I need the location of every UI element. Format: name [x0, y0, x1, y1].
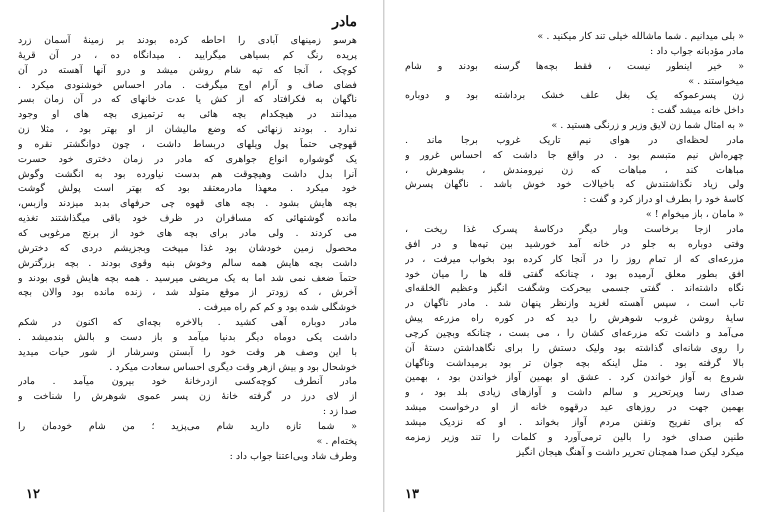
text-line: می کردند . ولی مادر برای بچه های خود از برنج مرغوبی که: [18, 227, 357, 239]
text-line: کاسهٔ خود را بطرف او دراز کرد و گفت :: [583, 194, 744, 206]
text-line: وطرف شاد وبی‌اعتنا جواب داد :: [229, 450, 357, 462]
text-line: مادر لحظه‌ای در هوای نیم تاریک غروب برجا ماند .: [405, 134, 744, 146]
text-line: با این وصف هر وقت خود را آبستن وسرشار از شور حیات میدید: [18, 346, 357, 358]
text-line: که برای تفریح وتفنن مردم آواز بخواند . او که نزدیک میشد: [405, 416, 744, 428]
text-line: مادر دوباره آهی کشید . بالاخره بچه‌ای که اکنون در شکم: [18, 317, 357, 329]
text-line: حتماً ضعف نمی شد اما به یک مریضی میرسید . همه بچه هایش قوی بودند و: [18, 272, 357, 284]
text-line: ولی زیاد نگذاشتندش که باخیالات خود خوش باشد . ناگهان پسرش: [405, 179, 744, 191]
text-line: آخرش ، که زودتر از موقع متولد شد ، زنده مانده بود والان بچه: [18, 287, 357, 299]
text-line: سایهٔ روشن غروب شوهرش را دید که در کوره راه مزرعه پیش: [405, 313, 744, 325]
text-line: مادر ازجا برخاست وبار دیگر درکاسهٔ پسرک غذا ریخت ،: [405, 223, 744, 235]
text-line: وفتی دوباره به جلو در خانه آمد خورشید بین تپه‌ها و در افق: [405, 238, 744, 250]
text-line: آنرا بدل داشت وهیچوقت هم بدست نیاورده بود به انگشت وگوش: [18, 168, 357, 180]
text-line: مادر آنطرف کوچه‌کسی ازدرخانهٔ خود بیرون میآمد . مادر: [18, 376, 357, 388]
text-line: شروع به آواز خواندن کرد . عشق او بهمین آواز خواندن بود ، بهمین: [405, 372, 744, 384]
text-line: افق بطور معلق آرمیده بود ، چنانکه گفتی قله ها را میان خود: [405, 268, 744, 280]
text-line: ناگهان به فکرافتاد که از کش یا عدت خانهای که در آن زمان بسر: [18, 94, 357, 106]
text-line: مادر مؤدبانه جواب داد :: [650, 45, 744, 57]
text-line: از لای درز در گرفته خانهٔ زن پسر عموی شوهرش را شناخت و: [18, 391, 357, 403]
text-line: « بلی میدانیم . شما ماشالله خیلی تند کار میکنید . »: [537, 31, 744, 42]
text-line: میدانند در هیچکدام بچه هائی به ترتمیزی بچه های او وجود: [18, 109, 357, 121]
text-line: نگاه داشته‌اند . گفتی جسمی بیحرکت وشگفت انگیز وعظیم الخلقه‌ای: [405, 283, 744, 295]
text-line: بالا گرفته بود . مثل اینکه بچه جوان تر بود برمیداشت وناگهان: [405, 357, 744, 369]
text-line: خوشحال بود و بیش ازهر وقت دیگری احساس سعادت میکرد .: [109, 361, 357, 373]
text-line: هرسو زمینهای آبادی را احاطه کرده بودند بر زمینهٔ آسمان زرد: [18, 35, 357, 46]
text-line: بهمین جهت در روزهای عید درقهوه خانه از او درخواست میشد: [405, 402, 744, 414]
text-line: صدا زد :: [322, 406, 357, 418]
text-line: « خیر اینطور نیست ، فقط بچه‌ها گرسنه بودند و شام: [405, 60, 744, 72]
text-line: قهوچی حتماً پول ویلهای دربساط داشت ، چون دوانگشتر نقره و: [18, 138, 357, 150]
right-page-text: [405, 30, 744, 460]
right-page: [385, 0, 768, 512]
page-number: ۱۲: [26, 487, 40, 502]
text-line: داشت بچه هایش همه سالم وخوش بنیه وقوی بودند . بچه بزرگترش: [18, 257, 357, 269]
left-page-text: [18, 34, 357, 464]
text-line: می‌آمد و داشت تکه مزرعه‌ای کشان را ، می بست ، چنانکه وبچین کرچی: [405, 327, 744, 339]
text-line: چهره‌اش نیم متبسم بود . در واقع جا داشت که احساس غرور و: [405, 149, 744, 161]
text-line: « به امثال شما زن لایق وزیر و زرنگی هستید . »: [551, 120, 744, 132]
text-line: پخته‌ام . »: [316, 435, 357, 447]
text-line: زن پسرعموکه یک بغل علف خشک برداشته بود و دوباره: [405, 90, 744, 102]
text-line: خود میکرد . معهذا مادرمعتقد بود که بهتر است پولش گوشت: [18, 183, 357, 195]
text-line: مزرعه‌ای که از تمام روز را در آنجا کار کرده بود بخواب میرفت ، در: [405, 253, 744, 265]
text-line: محصول زمین خودشان بود غذا میپخت وبجزیشم دردی که دخترش: [18, 242, 357, 254]
text-line: خوشگلی شده بود و کم کم راه میرفت .: [197, 302, 357, 314]
text-line: پریده رنگ کم بسیاهی میگرایید . میدانگاه ده ، در آن قریهٔ: [18, 49, 357, 61]
page-header: مادر: [332, 14, 357, 30]
text-line: مانده گوشتهائی که مسافران در ظرف خود باقی میگذاشتند تغذیه: [18, 213, 357, 225]
text-line: میخواستند . »: [688, 75, 744, 87]
text-line: را روی شانه‌ای گذاشته بود ولیک دستش را برای نگاهداشتن دستهٔ آن: [405, 342, 744, 354]
text-line: « شما تازه دارید شام می‌پزید ؛ من شام خودمان را: [18, 420, 357, 432]
text-line: طنین صدای خود را بالین ترمی‌آورد و کلمات را تند وزیر زمزمه: [405, 431, 744, 443]
page-number: ۱۳: [405, 487, 419, 502]
text-line: کوچک ، آنجا که تپه شام روشن میشد و درو آنها آهسته در آن: [18, 64, 357, 76]
text-line: مباهات کند ، مباهات که زن نیرومندش ، بشوهرش ،: [405, 164, 744, 176]
text-line: میکرد لیکن صدا همچنان تحریر داشت و آهنگ هیجان انگیز: [516, 446, 744, 458]
text-line: فضای صاف و آرام اوج میگرفت . مادر احساس خوشنودی میکرد .: [18, 79, 357, 91]
text-line: یک گوشواره انواع جواهری که مادر در زمان دختری خود حسرت: [18, 153, 357, 165]
text-line: بچه هایش بشود . بچه های قهوه چی حرفهای بدبد میزدند وازبس،: [18, 198, 357, 210]
text-line: صدای رسا وپرتحریر و سالم داشت و آوازهای زیادی بلد بود ، و: [405, 387, 744, 399]
text-line: داخل خانه میشد گفت :: [651, 105, 744, 117]
text-line: ندارد . بودند زنهائی که وضع مالیشان از او بهتر بود ، مثلا زن: [18, 124, 357, 136]
text-line: داشت یکی دوماه دیگر بدنیا میآمد و باز دست و بالش بندمیشد .: [18, 331, 357, 343]
text-line: تاب است ، سپس آهسته لغزید وازنظر پنهان شد . مادر ناگهان در: [405, 298, 744, 310]
text-line: « مامان ، باز میخوام ! »: [645, 209, 744, 221]
